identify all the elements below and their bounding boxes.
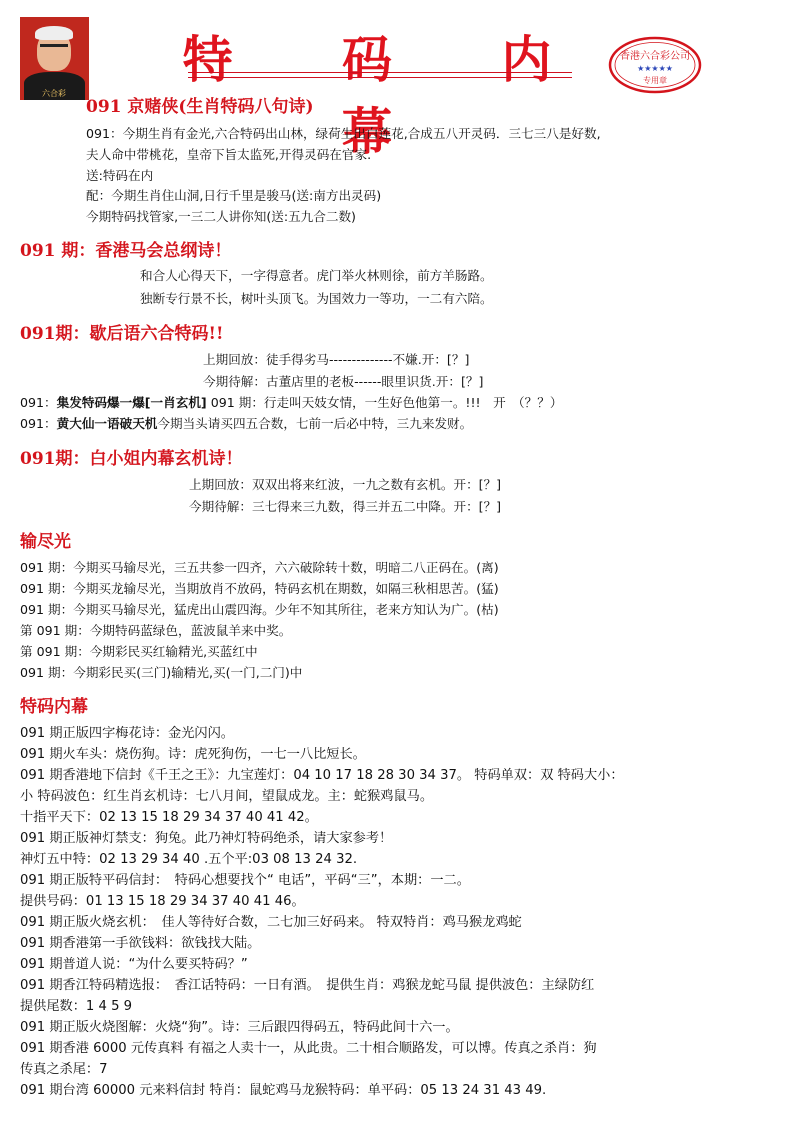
text-line xyxy=(20,414,472,434)
text-line: 091 期：今期买龙输尽光，当期放肖不放码，特码玄机在期数，如隔三秋相思苦。(猛) xyxy=(20,581,499,596)
section-heading-jingduxia: 091 京赌侠(生肖特码八句诗) xyxy=(86,97,314,117)
text-line: 独断专行景不长，树叶头顶飞。为国效力一等功，一二有六陪。 xyxy=(140,291,493,306)
text-line: 091 期：今期彩民买(三门)输精光,买(一门,二门)中 xyxy=(20,665,303,680)
title-underline-2 xyxy=(188,77,572,78)
text-line: 091 期香江特码精选报： 香江话特码：一日有酒。 提供生肖：鸡猴龙蛇马鼠 提供波色：主绿防红 xyxy=(20,978,595,993)
text-line: 091 期正版特平码信封： 特码心想要找个“ 电话”，平码“三”，本期：一二。 xyxy=(20,873,470,888)
line-prefix: 091： xyxy=(20,395,57,410)
seal-sub-text: 专用章 xyxy=(643,76,667,85)
text-line: 091 期：今期买马输尽光，三五共参一四齐，六六破除转十数，明暗二八正码在。(离) xyxy=(20,560,499,575)
text-line: 传真之杀尾：7 xyxy=(20,1062,108,1077)
text-line: 配：今期生肖住山洞,日行千里是骏马(送:南方出灵码) xyxy=(86,188,382,203)
title-underline xyxy=(188,72,572,73)
text-line: 第 091 期：今期特码蓝绿色，蓝波鼠羊来中奖。 xyxy=(20,623,292,638)
text-line: 091 期香港地下信封《千王之王》：九宝莲灯：04 10 17 18 28 30 34 37。 特码单双：双 特码大小： xyxy=(20,768,624,783)
text-line: 上期回放：双双出将来红波，一九之数有玄机。开：[？] xyxy=(189,477,502,492)
portrait-photo xyxy=(20,17,89,100)
text-line: 091 期普道人说：“为什么要买特码？” xyxy=(20,957,248,972)
text-line: 上期回放：徒手得劣马--------------不嫌.开：[？] xyxy=(203,352,470,367)
text-line: 091 期火车头：烧伤狗。诗：虎死狗伤，一七一八比短长。 xyxy=(20,747,366,762)
text-line: 091：今期生肖有金光,六合特码出山林，绿荷生出白莲花,合成五八开灵码．三七三八是好数, xyxy=(86,126,601,141)
svg-text:★★★★★: ★★★★★ xyxy=(637,64,673,73)
text-line: 091 期正版四字梅花诗：金光闪闪。 xyxy=(20,726,234,741)
text-line: 十指平天下：02 13 15 18 29 34 37 40 41 42。 xyxy=(20,810,318,825)
photo-caption: 六合彩 xyxy=(42,89,66,98)
text-line: 091 期正版神灯禁支：狗兔。此乃神灯特码绝杀，请大家参考！ xyxy=(20,831,393,846)
text-line xyxy=(20,393,562,413)
text-line: 今期特码找管家,一三二人讲你知(送:五九合二数) xyxy=(86,209,356,224)
company-seal-stamp xyxy=(607,35,703,95)
section-heading-temaneimu: 特码内幕 xyxy=(20,697,88,717)
page-title: 特 码 内 幕 xyxy=(182,30,598,161)
text-line: 091 期正版火烧玄机： 佳人等待好合数，二七加三好码来。 特双特肖：鸡马猴龙鸡蛇 xyxy=(20,915,522,930)
line-rest: 今期当头请买四五合数，七前一后必中特，三九来发财。 xyxy=(157,416,473,431)
portrait-glasses xyxy=(40,44,68,53)
line-rest: 091 期：行走叫天妓女情，一生好色他第一。!!! 开 （？？） xyxy=(206,395,563,410)
text-line: 091 期香港 6000 元传真料 有福之人卖十一，从此贵。二十相合顺路发，可以博。传真之杀肖：狗 xyxy=(20,1041,597,1056)
section-heading-xiehouyu: 091期：歇后语六合特码!! xyxy=(20,324,224,344)
bold-phrase: 集发特码爆一爆[一肖玄机] xyxy=(56,395,207,410)
section-heading-hk-horse-poem: 091 期：香港马会总纲诗！ xyxy=(20,241,232,261)
line-prefix: 091： xyxy=(20,416,57,431)
text-line: 神灯五中特：02 13 29 34 40 .五个平:03 08 13 24 32. xyxy=(20,852,358,867)
section-heading-bai-xiaojie: 091期：白小姐内幕玄机诗！ xyxy=(20,449,243,469)
text-line: 091 期香港第一手欲钱料：欲钱找大陆。 xyxy=(20,936,261,951)
text-line: 送:特码在内 xyxy=(86,168,154,183)
portrait-hair xyxy=(35,26,73,40)
text-line: 提供尾数：1 4 5 9 xyxy=(20,999,133,1014)
text-line: 091 期正版火烧图解：火烧“狗”。诗：三后跟四得码五，特码此间十六一。 xyxy=(20,1020,459,1035)
text-line: 091 期台湾 60000 元来料信封 特肖：鼠蛇鸡马龙猴特码：单平码：05 13 24 31 43 49. xyxy=(20,1083,547,1098)
text-line: 提供号码：01 13 15 18 29 34 37 40 41 46。 xyxy=(20,894,305,909)
text-line: 091 期：今期买马输尽光，猛虎出山震四海。少年不知其所往，老来方知认为广。(枯) xyxy=(20,602,499,617)
text-line: 和合人心得天下，一字得意者。虎门举火林则徐，前方羊肠路。 xyxy=(140,268,493,283)
text-line: 今期待解：古董店里的老板------眼里识货.开：[？] xyxy=(203,374,484,389)
section-heading-shujinguang: 输尽光 xyxy=(20,532,71,552)
bold-phrase: 黄大仙一语破天机 xyxy=(56,416,158,431)
seal-text: 香港六合彩公司 xyxy=(620,51,690,62)
text-line: 第 091 期：今期彩民买红输精光,买蓝红中 xyxy=(20,644,258,659)
text-line: 小 特码波色：红生肖玄机诗：七八月间，望鼠成龙。主：蛇猴鸡鼠马。 xyxy=(20,789,434,804)
text-line: 夫人命中带桃花，皇帝下旨太监死,开得灵码在官家. xyxy=(86,147,372,162)
text-line: 今期待解：三七得来三九数，得三并五二中降。开：[？] xyxy=(189,499,502,514)
